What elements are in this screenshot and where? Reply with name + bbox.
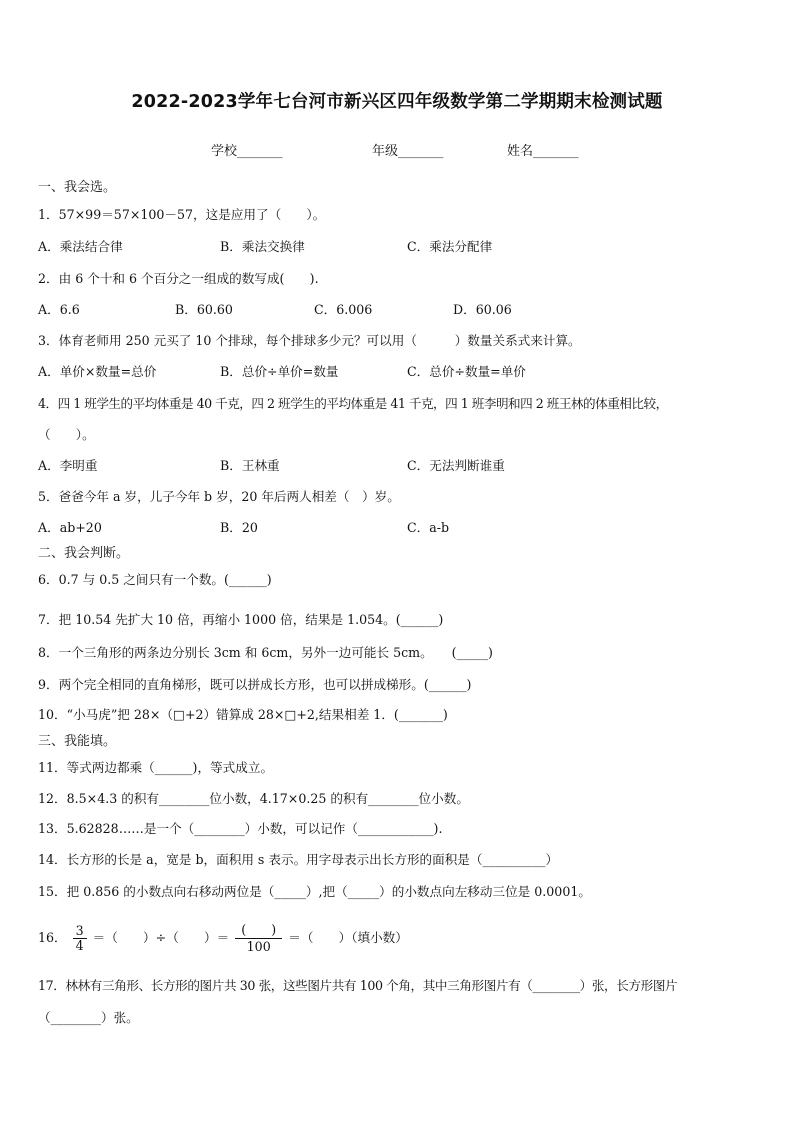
section-heading-3: 三、我能填。 [38, 734, 117, 749]
question-6: 6．0.7 与 0.5 之间只有一个数。(______) [38, 572, 272, 587]
question-5-option-b: B．20 [220, 520, 258, 535]
page-title: 2022-2023学年七台河市新兴区四年级数学第二学期期末检测试题 [131, 92, 663, 112]
question-2-option-c: C．6.006 [314, 302, 373, 317]
question-17-line-1: 17．林林有三角形、长方形的图片共 30 张，这些图片共有 100 个角，其中三角形图片有（________）张，长方形图片 [38, 978, 678, 993]
fraction-numerator: 3 [73, 924, 87, 939]
question-1-stem: 1．57×99＝57×100－57，这是应用了（ ）。 [38, 207, 326, 222]
question-2-option-a: A．6.6 [38, 302, 80, 317]
question-2-option-d: D．60.06 [453, 302, 512, 317]
question-4-stem: 4．四 1 班学生的平均体重是 40 千克，四 2 班学生的平均体重是 41 千克，四 1 班李明和四 2 班王林的体重相比较， [38, 396, 668, 411]
question-15: 15．把 0.856 的小数点向右移动两位是（_____）,把（_____）的小数点向左移动三位是 0.0001。 [38, 884, 591, 899]
question-5-stem: 5．爸爸今年 a 岁，儿子今年 b 岁，20 年后两人相差（ ）岁。 [38, 489, 400, 504]
question-1-option-b: B．乘法交换律 [220, 239, 305, 254]
question-5-option-c: C．a-b [407, 520, 450, 535]
question-4-stem-continued: （ ）。 [38, 427, 95, 442]
fraction-numerator-blank: ( ) [235, 922, 282, 939]
question-17-line-2: （________）张。 [38, 1010, 139, 1025]
question-2-stem: 2．由 6 个十和 6 个百分之一组成的数写成( ). [38, 271, 319, 286]
question-13: 13．5.62828……是一个（________）小数，可以记作（____________). [38, 821, 443, 836]
question-11: 11．等式两边都乘（______)，等式成立。 [38, 760, 274, 775]
question-3-option-a: A．单价×数量=总价 [38, 364, 157, 379]
name-field: 姓名_______ [507, 144, 579, 159]
question-2-option-b: B．60.60 [175, 302, 233, 317]
question-4-option-b: B．王林重 [220, 458, 280, 473]
question-5-option-a: A．ab+20 [38, 520, 102, 535]
question-9: 9．两个完全相同的直角梯形，既可以拼成长方形，也可以拼成梯形。(______) [38, 677, 472, 692]
question-3-option-c: C．总价÷数量=单价 [407, 364, 526, 379]
section-heading-2: 二、我会判断。 [38, 546, 130, 561]
question-1-option-c: C．乘法分配律 [407, 239, 493, 254]
fraction-denominator: 4 [75, 938, 84, 953]
question-14: 14．长方形的长是 a，宽是 b，面积用 s 表示。用字母表示出长方形的面积是（__________） [38, 852, 559, 867]
question-12: 12．8.5×4.3 的积有________位小数，4.17×0.25 的积有________位小数。 [38, 791, 469, 806]
question-4-option-c: C．无法判断谁重 [407, 458, 505, 473]
question-4-option-a: A．李明重 [38, 458, 98, 473]
question-16-label: 16． [38, 930, 67, 945]
question-7: 7．把 10.54 先扩大 10 倍，再缩小 1000 倍，结果是 1.054。(______) [38, 612, 444, 627]
question-10: 10．“小马虎”把 28×（□+2）错算成 28×□+2,结果相差 1．(_______) [38, 707, 448, 722]
question-16-equation-part-2: ＝（ ）（填小数） [288, 930, 408, 945]
question-1-option-a: A．乘法结合律 [38, 239, 123, 254]
school-field: 学校_______ [211, 144, 283, 159]
question-3-stem: 3．体育老师用 250 元买了 10 个排球，每个排球多少元？可以用（ ）数量关系式来计算。 [38, 333, 581, 348]
question-3-option-b: B．总价÷单价=数量 [220, 364, 339, 379]
fraction-three-quarters [73, 924, 87, 953]
question-16-equation-part-1: ＝（ ）÷（ ）＝ [92, 930, 230, 945]
fraction-blank-over-100 [235, 922, 282, 955]
section-heading-1: 一、我会选。 [38, 180, 117, 195]
question-16 [38, 918, 764, 958]
question-8: 8．一个三角形的两条边分别长 3cm 和 6cm，另外一边可能长 5cm。 (_____) [38, 645, 493, 660]
grade-field: 年级_______ [372, 144, 444, 159]
fraction-denominator-100: 100 [246, 939, 271, 954]
